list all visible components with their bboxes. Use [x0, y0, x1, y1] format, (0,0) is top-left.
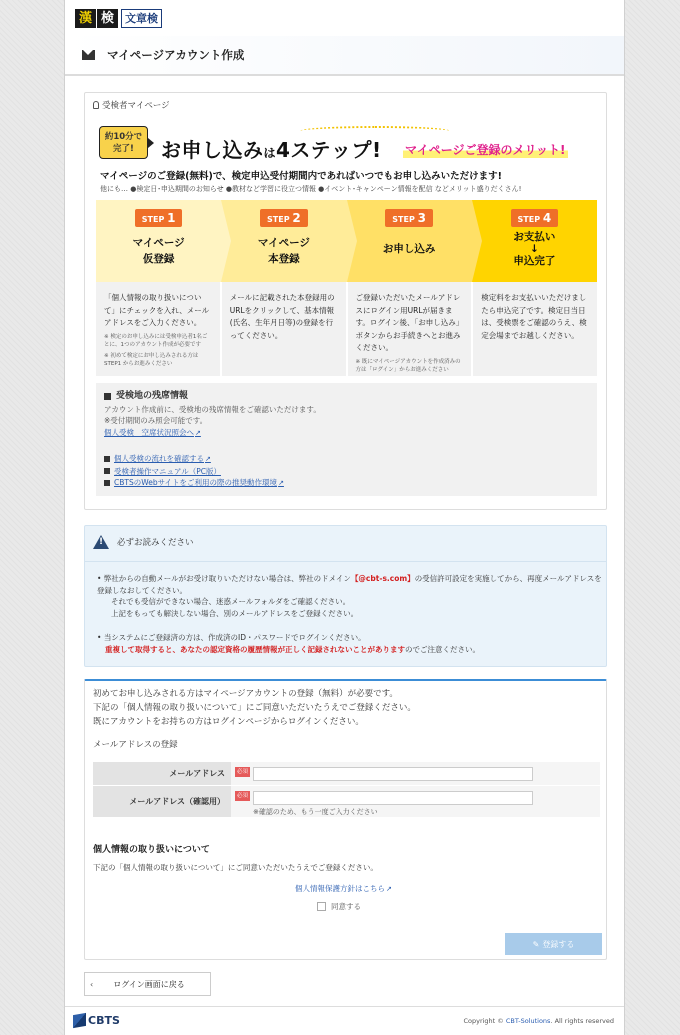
step-label: マイページ 仮登録: [132, 237, 185, 265]
page: [64, 0, 625, 1035]
step-desc-3: [348, 282, 472, 376]
seat-status-note: ※受付期間のみ照会可能です。: [104, 416, 208, 425]
divider: [85, 561, 606, 562]
step-desc-text: ご登録いただいたメールアドレスにログイン用URLが届きます。ログイン後、「お申し込み」ボタンからお手続きへとお進みください。: [355, 293, 464, 352]
back-to-login-button[interactable]: [84, 972, 211, 996]
intro-line: 下記の「個人情報の取り扱いについて」にご同意いただいたうえでご登録ください。: [93, 703, 416, 713]
step-1: [96, 200, 221, 282]
square-bullet-icon: [104, 480, 110, 486]
time-badge: [99, 126, 148, 159]
email-label: メールアドレス: [93, 762, 231, 785]
seat-status-title: [104, 391, 589, 403]
notice-body: [97, 573, 602, 655]
step-arrow: [472, 200, 482, 282]
step-desc-2: [222, 282, 346, 376]
step-tag-label: STEP: [392, 215, 415, 224]
domain-text: 【@cbt-s.com】: [350, 574, 415, 583]
step-tag: [135, 209, 183, 227]
lightbulb-icon: [93, 101, 99, 109]
email-field[interactable]: [253, 767, 533, 781]
step-tag-label: STEP: [267, 215, 290, 224]
cbts-brand: CBTS: [88, 1014, 120, 1027]
footer: [65, 1006, 624, 1035]
email-row: [93, 762, 600, 786]
headline-part-a: お申し込み: [161, 138, 264, 162]
email-confirm-row: [93, 786, 600, 818]
notice-text: それでも受信ができない場合、迷惑メールフォルダをご確認ください。: [111, 597, 351, 606]
square-bullet-icon: [104, 393, 111, 400]
card-head: [93, 99, 170, 111]
step-tag: [385, 209, 433, 227]
email-confirm-column: [253, 791, 533, 817]
submit-button[interactable]: [505, 933, 602, 955]
notice-text: の受信許可設定を実施してから、再度メールアドレスを登録しなおしてください。: [97, 574, 602, 595]
notice-item-1: • 弊社からの自動メールがお受け取りいただけない場合は、弊社のドメイン【@cbt-s.com】の受信許可設定を実施してから、再度メールアドレスを登録しなおしてください。: [97, 574, 602, 595]
chevron-left-icon: ‹: [90, 979, 94, 989]
headline-part-c: 4ステップ!: [276, 138, 382, 162]
submit-label: 登録する: [542, 939, 575, 949]
headline-part-b: は: [263, 146, 277, 160]
cbts-logo[interactable]: [73, 1014, 120, 1027]
registration-form-card: [84, 679, 607, 960]
seat-status-link[interactable]: 個人受検 空席状況照会へ ↗: [104, 428, 201, 437]
step-tag-label: STEP: [517, 215, 541, 224]
step-4: [472, 200, 597, 282]
step-tag: [511, 209, 559, 227]
privacy-policy-link[interactable]: 個人情報保護方針はこちら ↗: [295, 883, 392, 894]
email-form: [93, 762, 600, 818]
privacy-description: 下記の「個人情報の取り扱いについて」にご同意いただいたうえでご登録ください。: [93, 863, 378, 872]
cube-icon: [73, 1013, 86, 1028]
cbt-solutions-link[interactable]: CBT-Solutions: [505, 1017, 551, 1025]
email-section-title: メールアドレスの登録: [93, 740, 178, 750]
step-desc-text: 「個人情報の取り扱いについて」にチェックを入れ、メールアドレスをご入力ください。: [104, 293, 210, 327]
step-number: 2: [292, 211, 301, 225]
privacy-title: 個人情報の取り扱いについて: [93, 845, 210, 855]
step-descriptions: [96, 282, 597, 376]
seat-status-title-text: 受検地の残席情報: [116, 391, 189, 401]
warning-icon: [93, 535, 109, 549]
notice-text: 上記をもっても解決しない場合、別のメールアドレスをご登録ください。: [111, 608, 359, 618]
email-confirm-label: メールアドレス（確認用）: [93, 786, 231, 817]
agree-checkbox-row[interactable]: [317, 901, 361, 912]
link-row: [104, 477, 589, 490]
agree-label: 同意する: [331, 902, 361, 911]
subtitle-extras: 他にも… ●検定日･申込期間のお知らせ ●教材など学習に役立つ情報 ●イベント･キャンペーン情報を配信 などメリット盛りだくさん!: [100, 185, 522, 193]
link-row: [104, 466, 589, 478]
step-number: 1: [167, 211, 176, 225]
back-label: ログイン画面に戻る: [113, 979, 185, 989]
notice-text: 当システムにご登録済の方は、作成済のID・パスワードでログインください。: [103, 633, 366, 642]
step-label: お支払い ↓ 申込完了: [513, 231, 556, 267]
notice-warning: 重複して取得すると、あなたの認定資格の履歴情報が正しく記録されないことがあります: [105, 644, 405, 654]
notice-title: 必ずお読みください: [117, 538, 194, 548]
step-desc-note: ※ 検定のお申し込みには受検申込者1名ごとに、1つのアカウント作成が必要です: [104, 333, 208, 348]
copyright: [463, 1017, 614, 1025]
step-desc-text: メールに記載された本登録用のURLをクリックして、基本情報(氏名、生年月日等)の登録を行ってください。: [229, 293, 335, 340]
required-badge: 必須: [237, 793, 249, 799]
notice-text: 弊社からの自動メールがお受け取りいただけない場合は、弊社のドメイン: [103, 574, 351, 583]
card-head-label: 受検者マイページ: [102, 101, 170, 111]
link-row: [104, 453, 589, 466]
step-tag: [260, 209, 308, 227]
intro-line: 初めてお申し込みされる方はマイページアカウントの登録（無料）が必要です。: [93, 689, 398, 699]
seat-status-line: アカウント作成前に、受検地の残席情報をご確認いただけます。: [104, 404, 321, 414]
title-bar: [65, 36, 624, 76]
subtitle-main: マイページのご登録(無料)で、検定申込受付期間内であればいつでもお申し込みいただけます!: [100, 171, 502, 182]
step-label: お申し込み: [382, 243, 436, 255]
step-desc-4: [473, 282, 597, 376]
copyright-suffix: . All rights reserved: [550, 1017, 614, 1025]
notice-text: のでご注意ください。: [405, 644, 480, 654]
flow-link[interactable]: 個人受検の流れを確認する ↗: [114, 453, 211, 466]
merit-label: マイページご登録のメリット!: [405, 143, 566, 157]
time-badge-line2: 完了!: [113, 144, 134, 154]
step-label: マイページ 本登録: [257, 237, 310, 265]
mypage-info-card: [84, 92, 607, 510]
step-arrow: [347, 200, 357, 282]
step-desc-text: 検定料をお支払いいただけましたら申込完了です。検定日当日は、受検票をご確認のうえ、検定会場までお越しください。: [481, 293, 587, 340]
notice-warning-line: [97, 644, 602, 656]
environment-link[interactable]: CBTSのWebサイトをご利用の際の推奨動作環境 ↗: [114, 477, 284, 490]
page-title: マイページアカウント作成: [107, 48, 245, 62]
pencil-icon: ✎: [532, 939, 540, 949]
manual-link[interactable]: 受検者操作マニュアル（PC版）: [114, 466, 221, 476]
step-arrow: [221, 200, 231, 282]
intro-line: 既にアカウントをお持ちの方はログインページからログインください。: [93, 717, 364, 727]
step-desc-note: ※ 既にマイページアカウントを作成済みの方は「ログイン」からお進みください: [355, 358, 461, 373]
confirm-hint: ※確認のため、もう一度ご入力ください: [253, 808, 378, 816]
kanken-logo[interactable]: [75, 8, 162, 28]
headline: [161, 134, 382, 163]
step-number: 4: [542, 211, 552, 225]
step-desc-1: [96, 282, 220, 376]
notice-card: [84, 525, 607, 667]
step-2: [221, 200, 346, 282]
envelope-icon: [82, 50, 95, 60]
form-intro: [93, 687, 416, 729]
time-badge-line1: 約10分で: [104, 132, 143, 142]
square-bullet-icon: [104, 456, 110, 462]
agree-checkbox[interactable]: [317, 902, 326, 911]
step-3: [347, 200, 472, 282]
required-badge: 必須: [237, 769, 249, 775]
step-number: 3: [417, 211, 426, 225]
email-confirm-value-cell: [231, 786, 600, 817]
logo-bunsho: 文章検: [121, 9, 162, 28]
notice-item-2: • 当システムにご登録済の方は、作成済のID・パスワードでログインください。: [97, 633, 366, 642]
steps-row: [96, 200, 597, 282]
step-desc-note: ※ 初めて検定にお申し込みされる方はSTEP1 からお進みください: [104, 352, 199, 367]
step-tag-label: STEP: [141, 215, 165, 224]
square-bullet-icon: [104, 468, 110, 474]
email-value-cell: [231, 762, 600, 785]
seat-status-box: [96, 383, 597, 496]
seat-status-link-row: [104, 427, 589, 440]
notice-header: [93, 535, 194, 549]
copyright-prefix: Copyright ©: [463, 1017, 506, 1025]
email-confirm-field[interactable]: [253, 791, 533, 805]
logo-ken: 検: [97, 9, 118, 28]
logo-kan: 漢: [75, 9, 96, 28]
